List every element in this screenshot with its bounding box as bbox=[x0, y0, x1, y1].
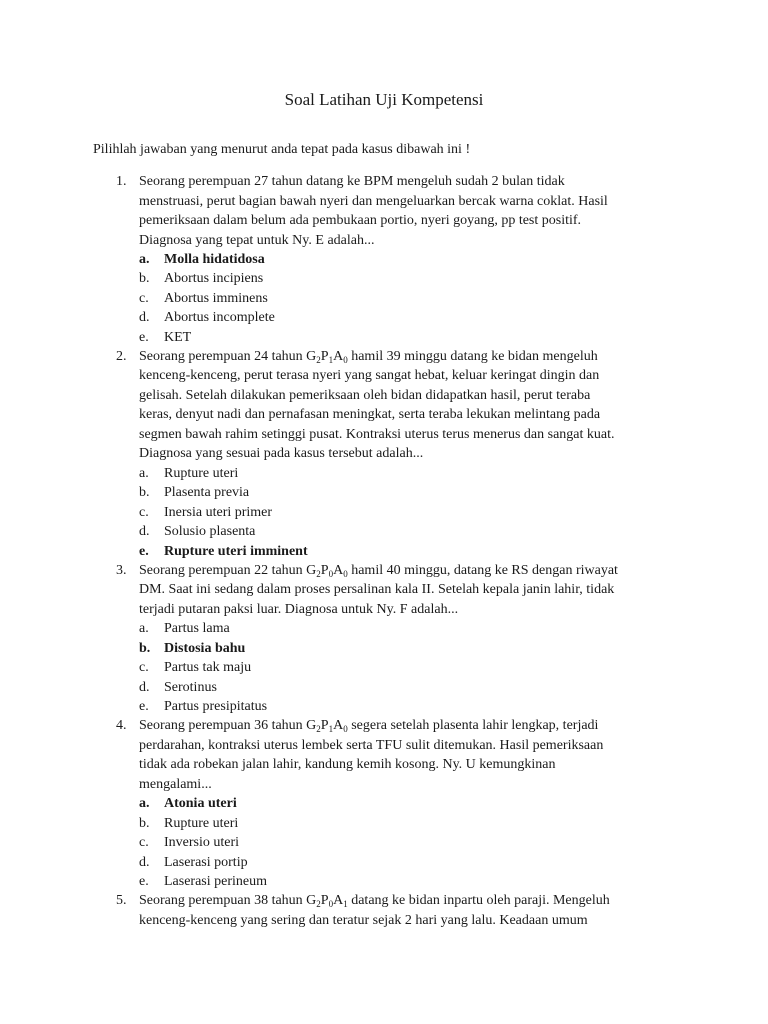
text-segment: P bbox=[320, 718, 329, 734]
text-segment: A bbox=[333, 893, 344, 909]
text-segment: Seorang perempuan 38 tahun G bbox=[139, 893, 317, 909]
answer-option bbox=[0, 853, 768, 872]
option-letter: c. bbox=[139, 660, 149, 676]
question-text bbox=[139, 347, 679, 464]
answer-option bbox=[0, 269, 768, 288]
option-text: Partus presipitatus bbox=[164, 698, 268, 714]
option-text: Plasenta previa bbox=[164, 485, 250, 501]
text-segment: P bbox=[320, 348, 329, 364]
subscript: 2 bbox=[316, 724, 321, 735]
subscript: 0 bbox=[328, 899, 334, 910]
option-letter: d. bbox=[139, 310, 150, 326]
subscript: 2 bbox=[316, 899, 321, 910]
question-number: 2. bbox=[116, 348, 127, 364]
question-text-line bbox=[139, 580, 679, 600]
question-text bbox=[139, 891, 679, 930]
answer-option-correct bbox=[0, 250, 768, 269]
option-text: Rupture uteri bbox=[164, 465, 239, 481]
text-segment: gelisah. Setelah dilakukan pemeriksaan oleh bidan didapatkan hasil, perut teraba bbox=[139, 387, 591, 403]
option-text: Partus tak maju bbox=[164, 660, 252, 676]
subscript: 0 bbox=[343, 724, 348, 735]
option-text: Abortus imminens bbox=[164, 290, 268, 306]
option-text: Atonia uteri bbox=[164, 796, 237, 812]
text-segment: P bbox=[320, 893, 329, 909]
option-letter: e. bbox=[139, 873, 149, 889]
option-letter: c. bbox=[139, 504, 149, 520]
text-segment: Diagnosa yang sesuai pada kasus tersebut adalah... bbox=[139, 446, 424, 462]
question-text-line bbox=[139, 231, 679, 251]
text-segment: Seorang perempuan 24 tahun G bbox=[139, 348, 317, 364]
question-text-line bbox=[139, 366, 679, 386]
option-letter: a. bbox=[139, 796, 150, 812]
answer-option bbox=[0, 678, 768, 697]
subscript: 0 bbox=[343, 354, 348, 365]
answer-option bbox=[0, 464, 768, 483]
answer-option-correct bbox=[0, 542, 768, 561]
question-item bbox=[0, 561, 768, 716]
option-letter: a. bbox=[139, 621, 149, 637]
text-segment: Seorang perempuan 22 tahun G bbox=[139, 562, 317, 578]
answer-option bbox=[0, 619, 768, 638]
text-segment: pemeriksaan dalam belum ada pembukaan portio, nyeri goyang, pp test positif. bbox=[139, 213, 582, 228]
option-text: KET bbox=[164, 329, 192, 345]
text-segment: segera setelah plasenta lahir lengkap, terjadi bbox=[347, 718, 599, 734]
answer-option-correct bbox=[0, 639, 768, 658]
text-segment: A bbox=[333, 718, 344, 734]
question-text-line bbox=[139, 755, 679, 775]
question-text-line bbox=[139, 736, 679, 756]
subscript: 0 bbox=[328, 568, 334, 579]
text-segment: Seorang perempuan 36 tahun G bbox=[139, 718, 317, 734]
answer-option-correct bbox=[0, 794, 768, 813]
question-number: 5. bbox=[116, 893, 127, 909]
question-text-line bbox=[139, 911, 679, 931]
option-letter: b. bbox=[139, 271, 150, 287]
question-text-line bbox=[139, 600, 679, 620]
question-number: 3. bbox=[116, 562, 127, 578]
text-segment: mengalami... bbox=[139, 776, 212, 792]
option-text: Abortus incomplete bbox=[164, 310, 275, 326]
option-text: Laserasi portip bbox=[164, 854, 248, 870]
text-segment: datang ke bidan inpartu oleh paraji. Mengeluh bbox=[347, 893, 610, 909]
answer-option bbox=[0, 289, 768, 308]
option-letter: d. bbox=[139, 524, 150, 540]
question-item bbox=[0, 172, 768, 347]
option-letter: a. bbox=[139, 252, 150, 267]
text-segment: Diagnosa yang tepat untuk Ny. E adalah... bbox=[139, 232, 375, 248]
question-text-line bbox=[139, 891, 679, 911]
question-text bbox=[139, 561, 679, 620]
text-segment: kenceng-kenceng yang sering dan teratur sejak 2 hari yang lalu. Keadaan umum bbox=[139, 912, 588, 928]
option-letter: d. bbox=[139, 679, 150, 695]
option-text: Rupture uteri imminent bbox=[164, 543, 308, 559]
option-letter: e. bbox=[139, 698, 149, 714]
option-text: Inersia uteri primer bbox=[164, 504, 273, 520]
answer-option bbox=[0, 308, 768, 327]
text-segment: hamil 40 minggu, datang ke RS dengan riwayat bbox=[347, 562, 618, 578]
text-segment: tidak ada robekan jalan lahir, kandung kemih kosong. Ny. U kemungkinan bbox=[139, 757, 556, 773]
subscript: 2 bbox=[316, 354, 321, 365]
option-letter: b. bbox=[139, 640, 151, 656]
text-segment: segmen bawah rahim setinggi pusat. Kontraksi uterus terus menerus dan sangat kuat. bbox=[139, 426, 615, 442]
text-segment: Seorang perempuan 27 tahun datang ke BPM mengeluh sudah 2 bulan tidak bbox=[139, 174, 565, 189]
text-segment: perdarahan, kontraksi uterus lembek serta TFU sulit ditemukan. Hasil pemeriksaan bbox=[139, 737, 604, 753]
question-number: 4. bbox=[116, 718, 127, 734]
text-segment: P bbox=[320, 562, 329, 578]
text-segment: A bbox=[333, 562, 344, 578]
question-text-line bbox=[139, 405, 679, 425]
text-segment: menstruasi, perut bagian bawah nyeri dan mengeluarkan bercak warna coklat. Hasil bbox=[139, 193, 608, 209]
option-letter: e. bbox=[139, 329, 149, 345]
option-text: Partus lama bbox=[164, 621, 230, 637]
question-text-line bbox=[139, 561, 679, 581]
answer-option bbox=[0, 658, 768, 677]
text-segment: keras, denyut nadi dan pernafasan meningkat, serta teraba lekukan melintang pada bbox=[139, 407, 601, 423]
question-text-line bbox=[139, 172, 679, 192]
option-text: Inversio uteri bbox=[164, 835, 240, 851]
option-letter: a. bbox=[139, 465, 149, 481]
option-letter: e. bbox=[139, 543, 149, 559]
option-text: Distosia bahu bbox=[164, 640, 246, 656]
question-text-line bbox=[139, 444, 679, 464]
text-segment: hamil 39 minggu datang ke bidan mengeluh bbox=[347, 348, 598, 364]
option-text: Solusio plasenta bbox=[164, 524, 256, 540]
option-text: Laserasi perineum bbox=[164, 873, 268, 889]
option-letter: b. bbox=[139, 815, 150, 831]
page-title: Soal Latihan Uji Kompetensi bbox=[284, 90, 484, 109]
question-item bbox=[0, 891, 768, 930]
text-segment: kenceng-kenceng, perut terasa nyeri yang sangat hebat, keluar keringat dingin dan bbox=[139, 368, 600, 384]
question-text-line bbox=[139, 775, 679, 795]
option-text: Rupture uteri bbox=[164, 815, 239, 831]
question-item bbox=[0, 716, 768, 891]
question-text bbox=[139, 172, 679, 250]
option-text: Molla hidatidosa bbox=[164, 252, 265, 267]
question-number: 1. bbox=[116, 174, 127, 189]
question-text-line bbox=[139, 211, 679, 231]
subscript: 1 bbox=[343, 899, 348, 910]
answer-option bbox=[0, 522, 768, 541]
answer-option bbox=[0, 814, 768, 833]
subscript: 0 bbox=[343, 568, 348, 579]
answer-option bbox=[0, 503, 768, 522]
option-text: Serotinus bbox=[164, 679, 217, 695]
option-text: Abortus incipiens bbox=[164, 271, 264, 287]
answer-option bbox=[0, 328, 768, 347]
question-text-line bbox=[139, 425, 679, 445]
answer-option bbox=[0, 872, 768, 891]
instruction-text: Pilihlah jawaban yang menurut anda tepat pada kasus dibawah ini ! bbox=[93, 142, 471, 157]
question-text-line bbox=[139, 347, 679, 367]
question-text-line bbox=[139, 192, 679, 212]
question-text-line bbox=[139, 716, 679, 736]
text-segment: DM. Saat ini sedang dalam proses persalinan kala II. Setelah kepala janin lahir, tidak bbox=[139, 582, 615, 598]
text-segment: terjadi putaran paksi luar. Diagnosa untuk Ny. F adalah... bbox=[139, 601, 459, 617]
option-letter: d. bbox=[139, 854, 150, 870]
question-item bbox=[0, 347, 768, 561]
answer-option bbox=[0, 697, 768, 716]
question-text-line bbox=[139, 386, 679, 406]
text-segment: A bbox=[333, 348, 344, 364]
option-letter: c. bbox=[139, 290, 149, 306]
answer-option bbox=[0, 833, 768, 852]
answer-option bbox=[0, 483, 768, 502]
subscript: 1 bbox=[328, 724, 334, 735]
subscript: 2 bbox=[316, 568, 321, 579]
subscript: 1 bbox=[328, 354, 334, 365]
option-letter: b. bbox=[139, 485, 150, 501]
option-letter: c. bbox=[139, 835, 149, 851]
question-text bbox=[139, 716, 679, 794]
question-list bbox=[0, 172, 768, 930]
